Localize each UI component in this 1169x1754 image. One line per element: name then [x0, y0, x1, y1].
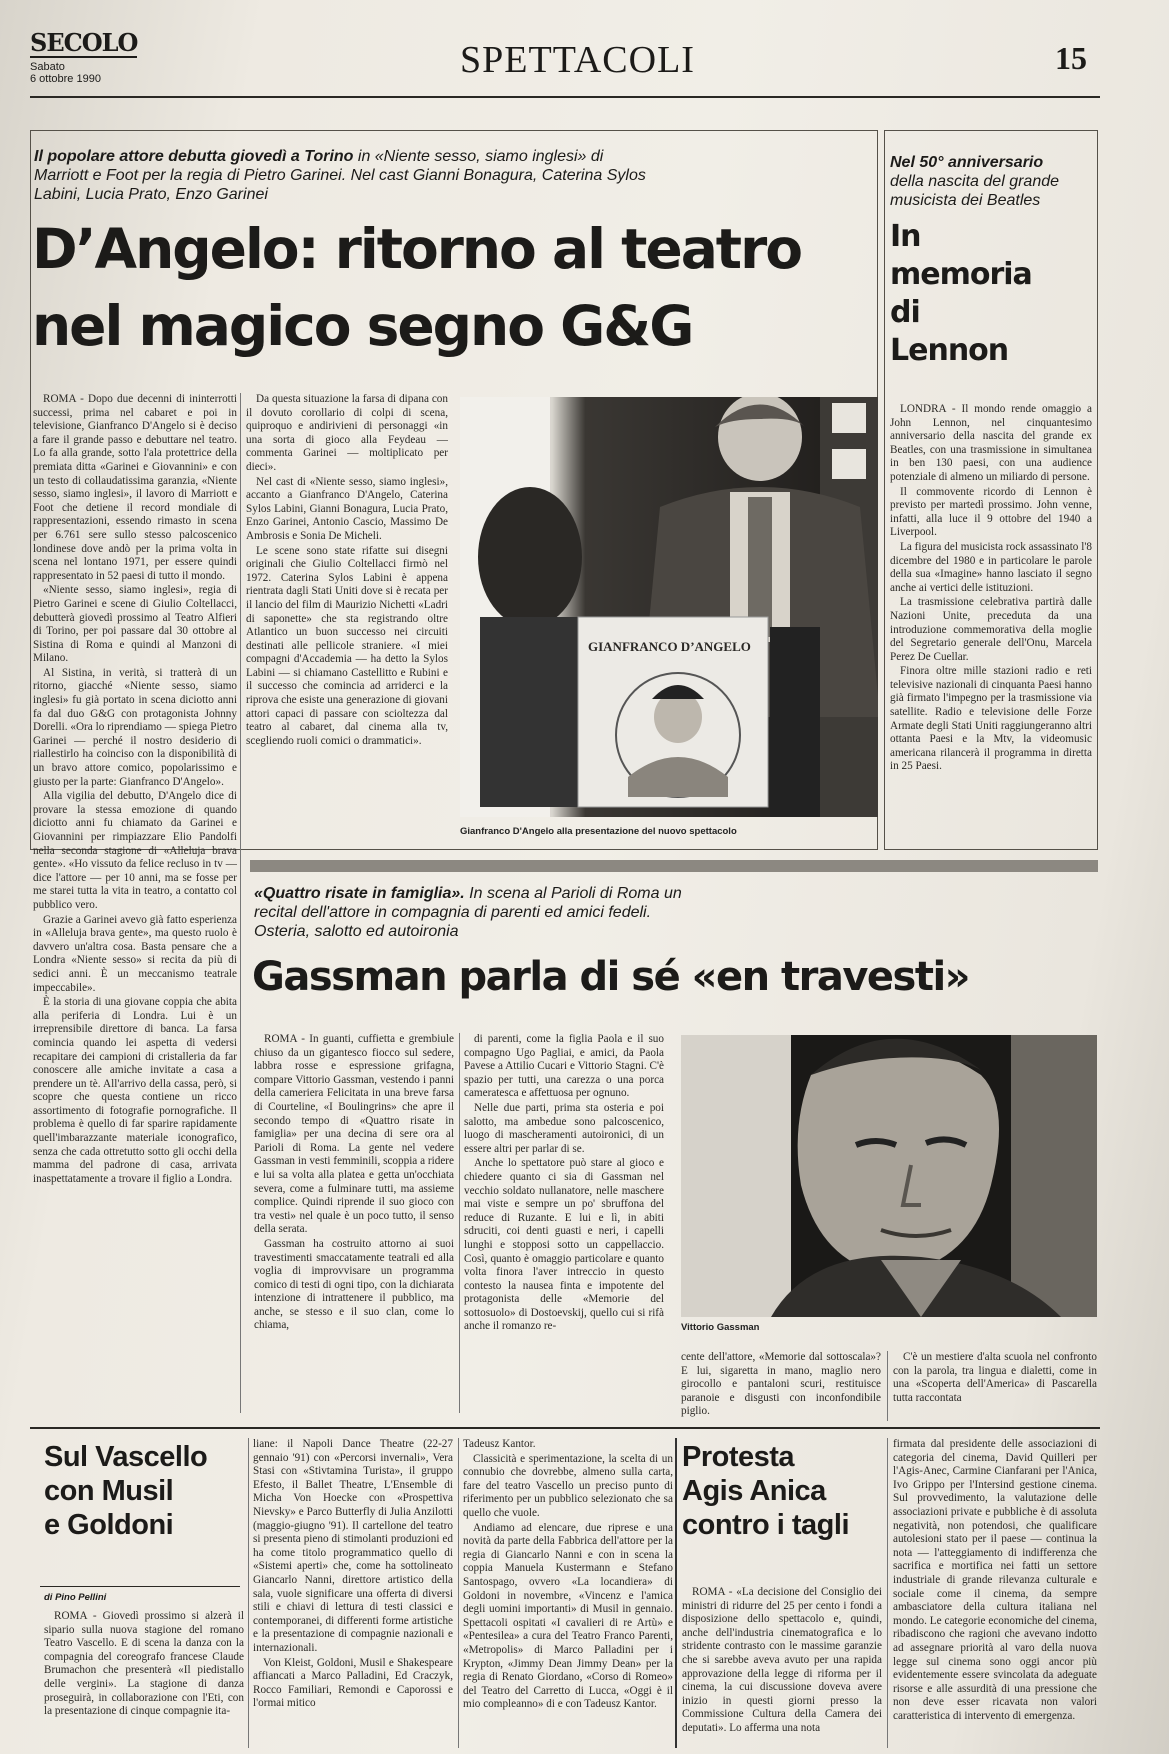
- agis-paragraph: ROMA - «La decisione del Consiglio dei ministri di ridurre del 25 per cento i fondi a disposizione dello spettacolo e, quindi, anche dell'industria cinematografica e lo stridente contrasto con le massime garanzie che si sarebbe aveva avuto per una rapida approvazione della legge di riforma per il cinema, la cui discussione doveva avere inizio in questi giorni presso la Commissione Cultura della Camera dei deputati». Lo afferma una nota: [682, 1586, 882, 1734]
- gassman-paragraph: cente dell'attore, «Memorie dal sottoscala»? E lui, sigaretta in mano, maglio nero girocollo e pantaloni scuri, restituisce paranoie e disgusti con inconfondibile piglio.: [681, 1351, 881, 1418]
- vascello-byline: di Pino Pellini: [44, 1592, 107, 1603]
- dangelo-headline-1: D’Angelo: ritorno al teatro: [32, 217, 802, 281]
- gassman-kicker-bold: «Quattro risate in famiglia».: [254, 885, 465, 902]
- dangelo-kicker-bold: Il popolare attore debutta giovedì a Torino: [34, 148, 354, 165]
- dangelo-photo-illustration: [460, 397, 878, 817]
- gassman-headline: Gassman parla di sé «en travesti»: [252, 954, 970, 1000]
- masthead: [30, 30, 137, 85]
- agis-paragraph: firmata dal presidente delle associazioni di categoria del cinema, David Quilleri per l'Agis-Anec, Carmine Cianfarani per l'Anica, Ivo Grippo per l'Intersind gestione cinema. Sul provvedimento, la valutazione delle associazioni private e pubbliche è di assoluta negatività, non potendosi, che qualificare autolesioni stato per il paese — continua la nota — l'atteggiamento di indifferenza che sacrifica e mortifica nei fatti un settore industriale di grande rilevanza culturale e sociale come il cinema, da sempre ambasciatore della cultura italiana nel mondo. Le categorie economiche del cinema, ribadiscono che ragioni che avevano indotto ad assegnare priorità al varo della nuova legge sul cinema sono oggi ancor più evidentemente essere svincolata da adeguate risorse e alle assurdità di una pressione che non deve esser ricavata non valori caratteristica di intervento di emergenza.: [893, 1438, 1097, 1722]
- agis-column-2: [893, 1438, 1097, 1748]
- lennon-headline: [890, 218, 1032, 370]
- dangelo-kicker: [34, 147, 654, 204]
- agis-headline: [682, 1440, 849, 1542]
- dangelo-paragraph: Nel cast di «Niente sesso, siamo inglesi», accanto a Gianfranco D'Angelo, Caterina Sylos Labini, Gianni Bonagura, Lucia Prato, Enzo Garinei, Antonio Cascio, Massimo De Ambrosis e Sonia De Micheli.: [246, 475, 448, 542]
- vascello-column-2: [253, 1438, 453, 1748]
- vascello-headline-line: Sul Vascello: [44, 1441, 208, 1473]
- dangelo-kicker-rest: in «Niente sesso, siamo inglesi» di Marriott e Foot per la regia di Pietro Garinei. Nel cast Gianni Bonagura, Caterina Sylos Labini, Lucia Prato, Enzo Garinei: [34, 148, 646, 203]
- dangelo-photo: [460, 397, 878, 817]
- byline-rule: [40, 1586, 240, 1587]
- lennon-headline-line: Lennon: [890, 333, 1009, 368]
- dangelo-photo-caption: Gianfranco D'Angelo alla presentazione del nuovo spettacolo: [460, 826, 737, 837]
- lennon-headline-line: di: [890, 295, 920, 330]
- gassman-paragraph: C'è un mestiere d'alta scuola nel confronto con la parola, tra lingua e dialetti, come in una «Scoperta dell'America» di Pascarella tutta raccontata: [893, 1351, 1097, 1404]
- dangelo-headline-2: nel magico segno G&G: [32, 294, 693, 358]
- section-title: SPETTACOLI: [460, 39, 695, 81]
- gassman-paragraph: ROMA - In guanti, cuffietta e grembiule chiuso da un gigantesco fiocco sul sedere, labbra rosse e espressione grifagna, compare Vittorio Gassman, vestendo i panni della cameriera Felicitata in una breve farsa di Courteline, «I Boulingrins» che apre il secondo tempo di «Quattro risate in famiglia» per una decina di sere ora al Parioli di Roma. La gente nel vedere Gassman in vesti femminili, scoppia a ridere e lui sa volta alla platea e getta un'occhiata severa, come a fulminare tutti, ma assieme complice. Quindi riprende il suo gioco con tra vesti» nel quale è un poco tutto, il senso della serata.: [254, 1033, 454, 1236]
- issue-date: 6 ottobre 1990: [30, 73, 101, 85]
- gassman-paragraph: Anche lo spettatore può stare al gioco e chiedere quanto ci sia di Gassman nel vecchio soldato nullanatore, nelle maschere mai viste e sempre un po' sbruffona del reduce di Ruzante. E lui e lì, in abiti sdruciti, coi denti guasti e neri, i capelli lunghi e stopposi sotto un cappellaccio. Così, quanto è omaggio particolare e quanto volta finora l'aver intreccio in questo contesto la nausea finta e impotente del protagonista delle «Memorie del sottosuolo» di Dostoevskij, quello cui si rifà anche il romanzo re-: [464, 1157, 664, 1333]
- column-divider: [887, 1438, 888, 1748]
- dangelo-paragraph: Alla vigilia del debutto, D'Angelo dice di provare la stessa emozione di quando diciotto anni fu chiamato da Garinei e Giovannini per rimpiazzare Elio Pandolfi nella seconda stagione di «Alleluja brava gente». «Ho vissuto da felice recluso in tv — dice l'attore — per 10 anni, ma se fosse per me starei tutta la vita in teatro, a contatto col pubblico vero.: [33, 790, 237, 911]
- dangelo-paragraph: È la storia di una giovane coppia che abita alla periferia di Londra. Lui è un irreprensibile direttore di banca. La farsa comincia quando lei aspetta di vedersi recapitare dei campioni di cristalleria da far conoscere alle amiche invitate a casa a prendere un tè. All'arrivo della cassa, però, si scopre che questa contiene un ricco assortimento di fotografie pornografiche. Il problema è quello di far sparire rapidamente quell'imbarazzante materiale iconografico, senza che cada ottretutto sotto gli occhi della mamma del padrone di casa, arrivata inaspettatamente a trovare il figlio a Londra.: [33, 996, 237, 1185]
- vascello-paragraph: Von Kleist, Goldoni, Musil e Shakespeare affiancati a Marco Palladini, Ed Craczyk, Rocco Familiari, Remondi e Caporossi e l'ormai mitico: [253, 1656, 453, 1710]
- dangelo-paragraph: ROMA - Dopo due decenni di ininterrotti successi, prima nel cabaret e poi in televisione, Gianfranco D'Angelo si è deciso a fare il grande passo e debuttare nel teatro. Lo fa alla grande, sotto l'ala protettrice della premiata ditta «Garinei e Giovannini» e con un testo di collaudatissima garanzia, «Niente sesso, siamo inglesi», il lavoro di Marriott e Foot che detiene il record mondiale di rappresentazioni, essendo rimasto in scena per 6.761 sere sullo stesso palcoscenico londinese dove andò per la prima volta in scena nel lontano 1971, per essere quindi rappresentato in 52 paesi di tutto il mondo.: [33, 393, 237, 582]
- vascello-headline-line: e Goldoni: [44, 1509, 174, 1541]
- lennon-headline-line: In: [890, 219, 921, 254]
- lennon-column: [890, 403, 1092, 843]
- column-divider: [248, 1438, 249, 1748]
- gassman-paragraph: Gassman ha costruito attorno ai suoi travestimenti smaccatamente teatrali ed alla voglia di improvvisare un programma comico di testi di ogni tipo, con la dichiarata intenzione di intrattenere il pubblico, ma anche, se stesso e il suo clan, come lo chiama,: [254, 1237, 454, 1332]
- lennon-kicker-rest: della nascita del grande musicista dei Beatles: [890, 173, 1060, 209]
- issue-day: Sabato: [30, 61, 65, 73]
- vascello-headline-line: con Musil: [44, 1475, 174, 1507]
- vascello-column-1: [44, 1610, 244, 1750]
- dangelo-column-2: [246, 393, 448, 823]
- vascello-column-3: [463, 1438, 673, 1748]
- agis-headline-line: contro i tagli: [682, 1509, 849, 1541]
- gassman-column-2: [464, 1033, 664, 1413]
- dangelo-paragraph: «Niente sesso, siamo inglesi», regia di Pietro Garinei e scene di Giulio Coltellacci, debutterà giovedì prossimo al Teatro Alfieri di Torino, per poi passare dal 30 ottobre al Sistina di Roma e quindi al Manzoni di Milano.: [33, 584, 237, 665]
- gassman-paragraph: Nelle due parti, prima sta osteria e poi salotto, ma ambedue sono palcoscenico, luogo di mascheramenti autoironici, di un essere altri per parlar di se.: [464, 1101, 664, 1155]
- lennon-headline-line: memoria: [890, 257, 1032, 292]
- sign-text: GIANFRANCO D’ANGELO: [588, 639, 751, 654]
- column-divider: [887, 1351, 888, 1421]
- gassman-kicker: [254, 884, 694, 941]
- vascello-paragraph: Tadeusz Kantor.: [463, 1438, 536, 1450]
- lennon-paragraph: La trasmissione celebrativa partirà dalle Nazioni Unite, preceduta da una introduzione commemorativa della moglie del Segretario generale dell'Onu, Marcela Perez De Cuellar.: [890, 596, 1092, 663]
- vascello-paragraph: ROMA - Giovedì prossimo si alzerà il sipario sulla nuova stagione del romano Teatro Vascello. E di scena la danza con la compagnia del coreografo francese Claude Brumachon che presenterà «Il piedistallo delle vergini». La stagione di danza proseguirà, in collaborazione con l'Eti, con la presentazione di cinque compagnie ita-: [44, 1610, 244, 1718]
- gassman-photo-illustration: [681, 1035, 1097, 1317]
- bottom-section-rule: [30, 1427, 1100, 1429]
- agis-column-1: [682, 1586, 882, 1750]
- lennon-paragraph: Finora oltre mille stazioni radio e reti televisive nazionali di cinquanta Paesi hanno già firmato l'impegno per la trasmissione via satellite. Radio e televisione delle Forze Armate degli Stati Uniti raggiungeranno altri ottanta Paesi e la Mtv, la videomusic americana rilancerà il programma in diretta in 25 Paesi.: [890, 665, 1092, 773]
- page-number: 15: [1055, 40, 1087, 76]
- dangelo-paragraph: Al Sistina, in verità, si tratterà di un ritorno, giacché «Niente sesso, siamo inglesi» fu già portato in scena diciotto anni fa dal duo G&G con protagonista Johnny Dorelli. «Ora lo riprendiamo — spiega Pietro Garinei — perché il nostro desiderio di riallestirlo ha coinciso con la disponibilità di un bravo attore comico, popolarissimo e giusto per la parte: Gianfranco D'Angelo».: [33, 666, 237, 788]
- vascello-paragraph: liane: il Napoli Dance Theatre (22-27 gennaio '91) con «Percorsi invernali», Vera Stasi con «Stivtamina Turista», il gruppo Efesto, il Ballet Theatre, L'Ensemble di Micha Von Hoecke con «Prospettiva Nievsky» e Parco Butterfly di Julia Anzilotti (maggio-giugno '91). Il cartellone del teatro si presenta pieno di stimolanti produzioni ed ha come titolo programmatico quello di «Sistemi aperti» che, come ha sottolineato Giancarlo Nanni, direttore artistico della sala, vuole significare una offerta di diversi stili e chiavi di lettura di testi classici e contemporanei, di differenti forme artistiche e la presentazione di compagnie nazionali e internazionali.: [253, 1438, 453, 1654]
- section-divider: [675, 1438, 677, 1748]
- dangelo-paragraph: Le scene sono state rifatte sui disegni originali che Giulio Coltellacci firmò nel 1972. Caterina Sylos Labini è appena rientrata dagli Stati Uniti dove si è recata per il lancio del film di Maurizio Nichetti «Ladri di saponette» che sta registrando oltre Atlantico un buon successo nei circuiti destinati alle pellicole straniere. «I miei compagni d'Accademia — ha detto la Sylos Labini — si chiamano Castellitto e Rubini e il successo che comincia ad arriderci e la riprova che esiste una generazione di giovani attori capaci di passare con scioltezza dal teatro al cabaret, dal cinema alla tv, scegliendo ruoli comici o drammatici».: [246, 544, 448, 747]
- vascello-headline: [44, 1440, 207, 1542]
- lennon-paragraph: LONDRA - Il mondo rende omaggio a John Lennon, nel cinquantesimo anniversario della nascita del grande ex Beatles, con una trasmissione in simultanea in ben 130 paesi, con una audience potenziale di almeno un miliardo di persone.: [890, 403, 1092, 483]
- agis-headline-line: Protesta: [682, 1441, 795, 1473]
- column-divider: [240, 393, 241, 1413]
- newspaper-logo: SECOLO: [30, 28, 138, 57]
- gassman-photo: [681, 1035, 1097, 1317]
- dangelo-column-1: [33, 393, 237, 1413]
- agis-headline-line: Agis Anica: [682, 1475, 826, 1507]
- gassman-photo-caption: Vittorio Gassman: [681, 1322, 760, 1333]
- lennon-kicker: [890, 153, 1095, 210]
- gassman-column-1: [254, 1033, 454, 1413]
- gassman-paragraph: di parenti, come la figlia Paola e il suo compagno Ugo Pagliai, e amici, da Paola Pavese a Attilio Cucari e Vittorio Stagni. C'è spazio per tutti, una carezza o una porca cameratesca e affettuosa per ognuno.: [464, 1033, 664, 1100]
- column-divider: [458, 1438, 459, 1748]
- column-divider: [459, 1033, 460, 1413]
- dangelo-paragraph: Grazie a Garinei avevo già fatto esperienza in «Alleluja brava gente», ma questo ruolo è davvero un'altra cosa. Basta pensare che a Londra «Niente sesso» si recita da più di sedici anni. È un meccanismo teatrale impeccabile».: [33, 913, 237, 994]
- lennon-paragraph: La figura del musicista rock assassinato l'8 dicembre del 1980 e in particolare le parole della sua «Imagine» hanno lasciato il segno anche ai vertici delle istituzioni.: [890, 540, 1092, 594]
- section-separator: [250, 860, 1098, 872]
- lennon-kicker-bold: Nel 50° anniversario: [890, 154, 1044, 171]
- vascello-paragraph: Andiamo ad elencare, due riprese e una novità da parte della Fabbrica dell'attore per la regia di Giancarlo Nanni e con in scena la coppia Manuela Kustermann e Stefano Santospago, ovvero «La locandiera» di Goldoni in novembre, «Vincenz e l'amica degli uomini importanti» di Musil in gennaio. Spettacoli ospitati «I cavalieri di re Artù» e «Pentesilea» a cura del Teatro Franco Parenti, «Metropolis» di Marco Palladini per i Krypton, «Jimmy Dean Jimmy Dean» per la regia di Renato Giordano, «Corso di Romeo» del Teatro del Carretto di Lucca, «Oggi è il mio compleanno» di e con Tadeusz Kantor.: [463, 1521, 673, 1711]
- lennon-paragraph: Il commovente ricordo di Lennon è previsto per martedì prossimo. John venne, infatti, alla luce il 9 ottobre del 1940 a Liverpool.: [890, 485, 1092, 539]
- gassman-kicker-rest: In scena al Parioli di Roma un recital dell'attore in compagnia di parenti ed amici fedeli. Osteria, salotto ed autoironia: [254, 885, 682, 940]
- gassman-column-4: [893, 1351, 1097, 1421]
- header-rule: [30, 96, 1100, 98]
- vascello-paragraph: Classicità e sperimentazione, la scelta di un connubio che dovrebbe, almeno sulla carta, fare del teatro Vascello un preciso punto di riferimento per un pubblico selezionato che sa quello che vuole.: [463, 1452, 673, 1519]
- gassman-column-3: [681, 1351, 881, 1421]
- dangelo-paragraph: Da questa situazione la farsa di dipana con il dovuto corollario di colpi di scena, quiproquo e andirivieni di personaggi «in una sorta di gioco alla Feydeau — commenta Garinei — moltiplicato per dieci».: [246, 393, 448, 473]
